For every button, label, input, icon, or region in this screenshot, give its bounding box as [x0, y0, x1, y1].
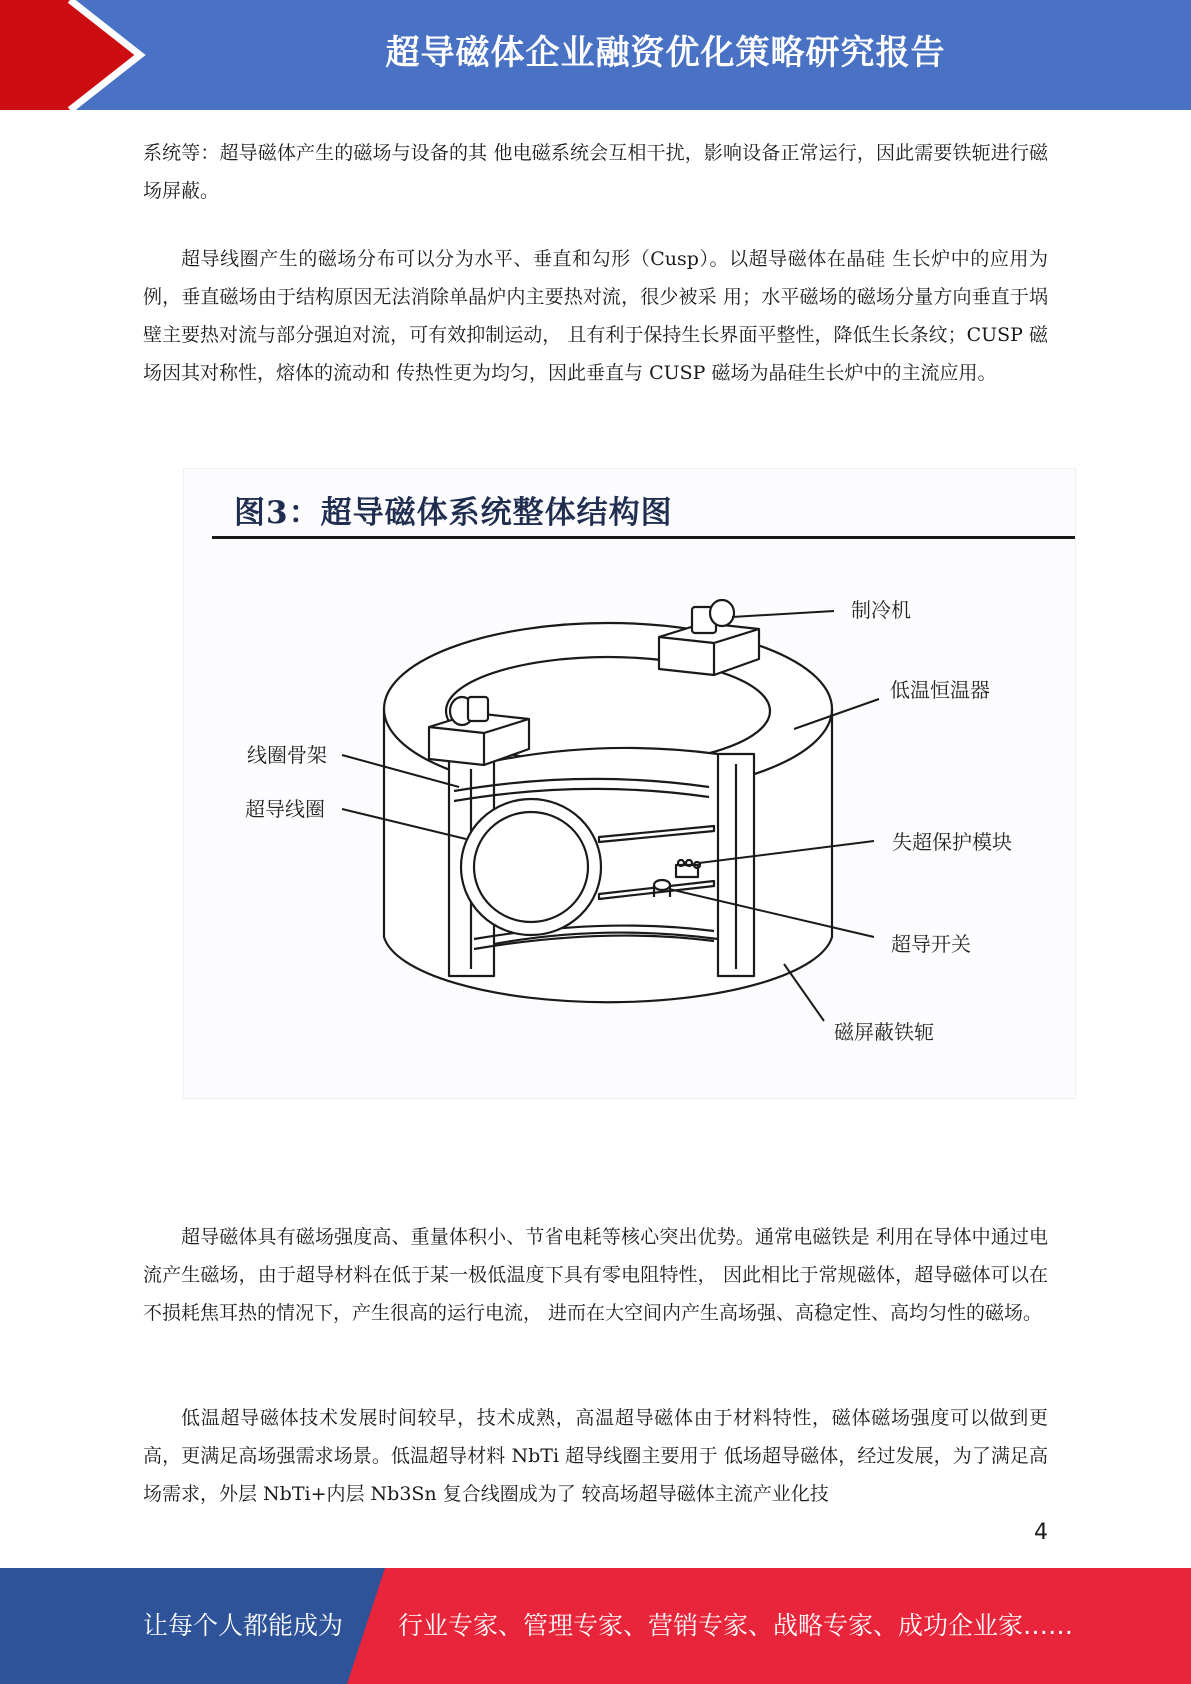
label-shield-yoke: 磁屏蔽铁轭	[834, 1020, 934, 1044]
page-header	[0, 0, 1191, 110]
header-arrow-icon	[0, 0, 150, 110]
label-sc-coil: 超导线圈	[245, 797, 325, 821]
figure-title: 图3：超导磁体系统整体结构图	[234, 495, 673, 531]
label-refrigerator: 制冷机	[851, 598, 911, 622]
sc-switch	[654, 880, 670, 890]
footer-slogan-left: 让每个人都能成为	[143, 1611, 344, 1640]
label-quench-protection: 失超保护模块	[892, 830, 1012, 854]
label-coil-frame: 线圈骨架	[247, 743, 327, 767]
paragraph-3: 超导磁体具有磁场强度高、重量体积小、节省电耗等核心突出优势。通常电磁铁是 利用在导体中通过电流产生磁场，由于超导材料在低于某一极低温度下具有零电阻特性， 因此相比于常规磁体，超导磁体可以在不损耗焦耳热的情况下，产生很高的运行电流， 进而在大空间内产生高场强、高稳定性、高均匀性的磁场。	[143, 1226, 1048, 1324]
label-sc-switch: 超导开关	[891, 932, 971, 956]
page-number: 4	[1034, 1520, 1048, 1545]
paragraph-1: 系统等：超导磁体产生的磁场与设备的其 他电磁系统会互相干扰，影响设备正常运行，因此需要铁轭进行磁场屏蔽。	[143, 142, 1048, 202]
page-footer	[0, 1568, 1191, 1684]
structure-figure	[183, 468, 1076, 1099]
label-cryostat: 低温恒温器	[890, 678, 990, 702]
report-title: 超导磁体企业融资优化策略研究报告	[385, 33, 946, 73]
magnet-diagram	[184, 469, 1075, 1098]
footer-slogan-right: 行业专家、管理专家、营销专家、战略专家、成功企业家……	[398, 1611, 1074, 1640]
sc-coil-ring	[461, 799, 601, 935]
paragraph-2: 超导线圈产生的磁场分布可以分为水平、垂直和勾形（Cusp）。以超导磁体在晶硅 生长炉中的应用为例，垂直磁场由于结构原因无法消除单晶炉内主要热对流，很少被采 用；水平磁场的磁场分量方向垂直于埚壁主要热对流与部分强迫对流，可有效抑制运动， 且有利于保持生长界面平整性，降低生长条纹；CUSP 磁场因其对称性，熔体的流动和 传热性更为均匀，因此垂直与 CUSP 磁场为晶硅生长炉中的主流应用。	[143, 248, 1048, 384]
paragraph-4: 低温超导磁体技术发展时间较早，技术成熟，高温超导磁体由于材料特性，磁体磁场强度可以做到更高，更满足高场强需求场景。低温超导材料 NbTi 超导线圈主要用于 低场超导磁体，经过发展，为了满足高场需求，外层 NbTi+内层 Nb3Sn 复合线圈成为了 较高场超导磁体主流产业化技	[143, 1407, 1048, 1505]
